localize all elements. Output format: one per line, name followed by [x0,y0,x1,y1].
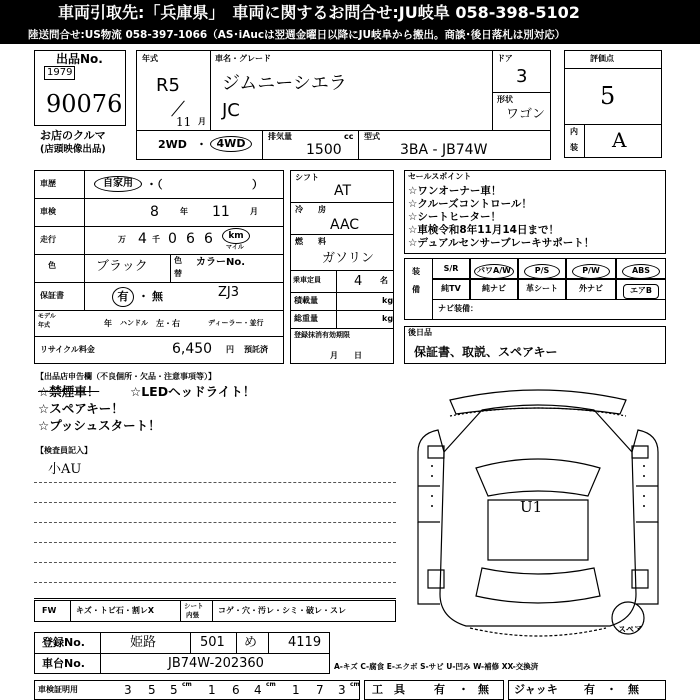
reg-label: 登録No. [42,636,85,649]
shape-value: ワゴン [506,107,546,122]
car-grade: JC [222,100,240,121]
mileage-mile: マイル [226,244,244,251]
navi-label: ナビ装備： [438,304,478,313]
year-label: 年式 [142,54,158,63]
equip-abs-circle: ABS [622,264,660,279]
history-rest: ・（ [146,178,163,191]
cert-digit-3: 5 [170,683,178,697]
inspection-label: 車検 [40,207,56,216]
year-value: R5 [156,75,180,96]
cert-row [34,680,360,700]
spare-label: スペア [618,625,642,634]
equipment-label-2: 備 [412,285,420,294]
handle-lr: 左・右 [156,319,180,328]
dealer-note-2: ☆LEDヘッドライト！ [130,384,256,399]
fw-label: FW [42,606,57,615]
later-items-value: 保証書、取説、スペアキー [414,345,558,359]
equip-navi: 純ナビ [470,278,518,300]
cert-digit-2: 5 [148,683,156,697]
model-value: 3BA - JB74W [400,142,488,158]
sales-point-5: ☆デュアルセンサーブレーキサポート！ [408,237,595,249]
sales-point-title: セールスポイント [408,172,472,181]
equip-pw [566,258,616,280]
mileage-digit-3: 6 [186,231,195,247]
equip-aw [470,258,518,280]
recycle-deposit: 預託済 [244,345,268,354]
equip-leather: 革シート [518,278,566,300]
mileage-km: km [222,228,250,244]
fuel-label-1: 燃 [295,237,303,246]
shift-value: AT [334,183,352,199]
displacement-value: 1500 [306,142,342,158]
sales-point-1: ☆ワンオーナー車！ [408,185,502,197]
dealer-note-4: ☆プッシュスタート！ [38,418,161,433]
doors-label: ドア [497,54,513,63]
lot-number: 90076 [46,90,123,118]
equip-ps [518,258,566,280]
warranty-no: 無 [152,290,163,303]
tools-sep: ・ [458,683,469,696]
dealer-note-1: ☆禁煙車！ [38,384,100,399]
month-unit: 月 [198,117,206,126]
color-code: ZJ3 [218,285,240,300]
jack-label: ジャッキ [514,683,558,696]
equip-airbag [616,278,666,300]
transport-header: 陸送問合せ:US物流 058-397-1066（AS･iAucは翌週金曜日以降にJU岐阜から搬出。商談･後日落札は別対応） [0,26,700,44]
reg-expiry-unit: 月 日 [330,351,362,360]
reg-number: 4119 [288,635,322,650]
car-name: ジムニーシエラ [222,73,347,94]
model-year-label-1: モデル [38,313,56,320]
color-change-1: 色 [174,256,182,265]
interior-value: A [612,128,627,152]
equip-ps-circle: P/S [524,264,560,279]
tools-label: 工 具 [372,683,405,696]
color-change-2: 替 [174,269,182,278]
displacement-label: 排気量 [268,132,292,141]
tools-no: 無 [478,683,489,696]
cert-cm-1: cm [182,681,192,688]
fw-desc-1: キズ・トビ石・割レX [76,606,155,615]
damage-mark: U1 [520,498,543,516]
reg-class: 501 [200,635,225,650]
equip-airbag-box: エアB [623,284,659,299]
equip-ext-navi: 外ナビ [566,278,616,300]
history-owned: 自家用 [94,176,142,192]
later-items-label: 後日品 [408,328,432,337]
recycle-label: リサイクル料金 [40,345,95,354]
gross-label: 総重量 [294,314,318,323]
cert-cm-2: cm [266,681,276,688]
inspection-year-unit: 年 [180,207,188,216]
fuel-value: ガソリン [322,251,375,266]
name-label: 車名・グレード [215,54,271,63]
warranty-label: 保証書 [40,291,64,300]
cert-cm-3: cm [350,681,360,688]
jack-no: 無 [628,683,639,696]
sales-point-4: ☆車検令和8年11月14日まで！ [408,224,559,236]
recycle-unit: 円 [226,345,234,354]
score-label: 評価点 [590,54,614,63]
doors-value: 3 [516,66,528,87]
inspection-year: 8 [150,204,159,220]
cert-digit-6: 4 [254,683,262,697]
mileage-digit-4: 6 [204,231,213,247]
shift-label: シフト [295,173,319,182]
capacity-value: 4 [354,274,363,289]
cert-digit-8: 7 [316,683,324,697]
cert-digit-4: 1 [208,683,216,697]
dealer-label: ディーラー・並行 [208,319,264,327]
cc-unit: cc [344,132,354,141]
cert-digit-9: 3 [338,683,346,697]
fw-desc-2: コゲ・穴・汚レ・シミ・破レ・スレ [218,606,346,615]
ac-label-2: 房 [318,205,326,214]
color-code-label: カラーNo. [196,257,246,268]
store-video-note: (店頭映像出品) [40,144,106,155]
load-kg: kg [382,296,394,305]
cert-label: 車検証明用 [38,685,78,694]
fw-seat-2: 内張 [186,611,199,619]
reg-place: 姫路 [130,635,157,650]
warranty-sep: ・ [138,290,149,303]
history-close: ） [252,178,263,191]
sales-point-2: ☆クルーズコントロール！ [408,198,532,210]
inspector-title: 【検査員記入】 [36,446,92,455]
inspector-note: 小AU [48,462,82,477]
reg-expiry-label: 登録抹消有効期限 [294,331,350,339]
mileage-digit-1: 4 [138,231,147,247]
model-label: 型式 [364,132,380,141]
chassis-label: 車台No. [42,657,85,670]
dealer-notes-title: 【出品店申告欄（不良個所・欠品・注意事項等）】 [36,372,216,381]
equip-tv: 純TV [432,278,470,300]
model-year-label-2: 年式 [38,322,51,329]
capacity-unit: 名 [380,276,388,285]
equipment-label-1: 装 [412,267,420,276]
interior-label-1: 内 [570,127,578,136]
dealer-note-3: ☆スペアキー！ [38,401,124,416]
drive-2wd: 2WD [158,138,187,151]
tools-yes: 有 [434,683,445,696]
detail-grid [34,170,284,364]
equip-pw-circle: P/W [572,264,610,279]
reg-kana: め [244,635,258,650]
damage-legend: A-キズ C-腐食 E-エクボ S-サビ U-凹み W-補修 XX-交換済 [334,662,539,671]
shop-car-note: お店のクルマ [40,129,106,142]
color-label: 色 [48,261,56,270]
jack-yes: 有 [584,683,595,696]
handle-label: ハンドル [120,319,148,327]
equip-abs [616,258,666,280]
shape-label: 形状 [497,95,513,104]
mileage-label: 走行 [40,235,56,244]
recycle-value: 6,450 [172,341,213,357]
interior-label-2: 装 [570,143,578,152]
capacity-label: 乗車定員 [293,276,321,284]
month-value: 11 [176,115,192,129]
cert-digit-7: 1 [292,683,300,697]
score-value: 5 [600,82,616,110]
drive-4wd: 4WD [210,136,252,152]
inspection-month: 11 [212,204,230,220]
history-label: 車歴 [40,179,56,188]
mileage-man: 万 [118,235,126,244]
sales-point-3: ☆シートヒーター！ [408,211,501,223]
lot-label: 出品No. [56,52,103,66]
lot-small-number: 1979 [44,66,75,80]
equip-aw-circle: パワA/W [474,264,514,279]
inspection-month-unit: 月 [250,207,258,216]
ac-label-1: 冷 [295,205,303,214]
fuel-label-2: 料 [318,237,326,246]
ac-value: AAC [330,217,360,233]
warranty-yes: 有 [112,287,134,307]
dot-separator: ・ [196,138,207,151]
mileage-sen: 千 [152,235,160,244]
jack-sep: ・ [606,683,617,696]
gross-kg: kg [382,314,394,323]
equip-sr: S/R [432,258,470,280]
cert-digit-5: 6 [232,683,240,697]
mileage-digit-2: 0 [168,231,177,247]
load-label: 積載量 [294,296,318,305]
fw-seat-1: シート [184,602,204,610]
model-year-unit: 年 [104,319,112,328]
cert-digit-1: 3 [124,683,132,697]
color-value: ブラック [96,259,148,274]
chassis-value: JB74W-202360 [168,656,264,671]
pickup-header: 車両引取先:「兵庫県」 車両に関するお問合せ:JU岐阜 058-398-5102 [0,0,700,26]
